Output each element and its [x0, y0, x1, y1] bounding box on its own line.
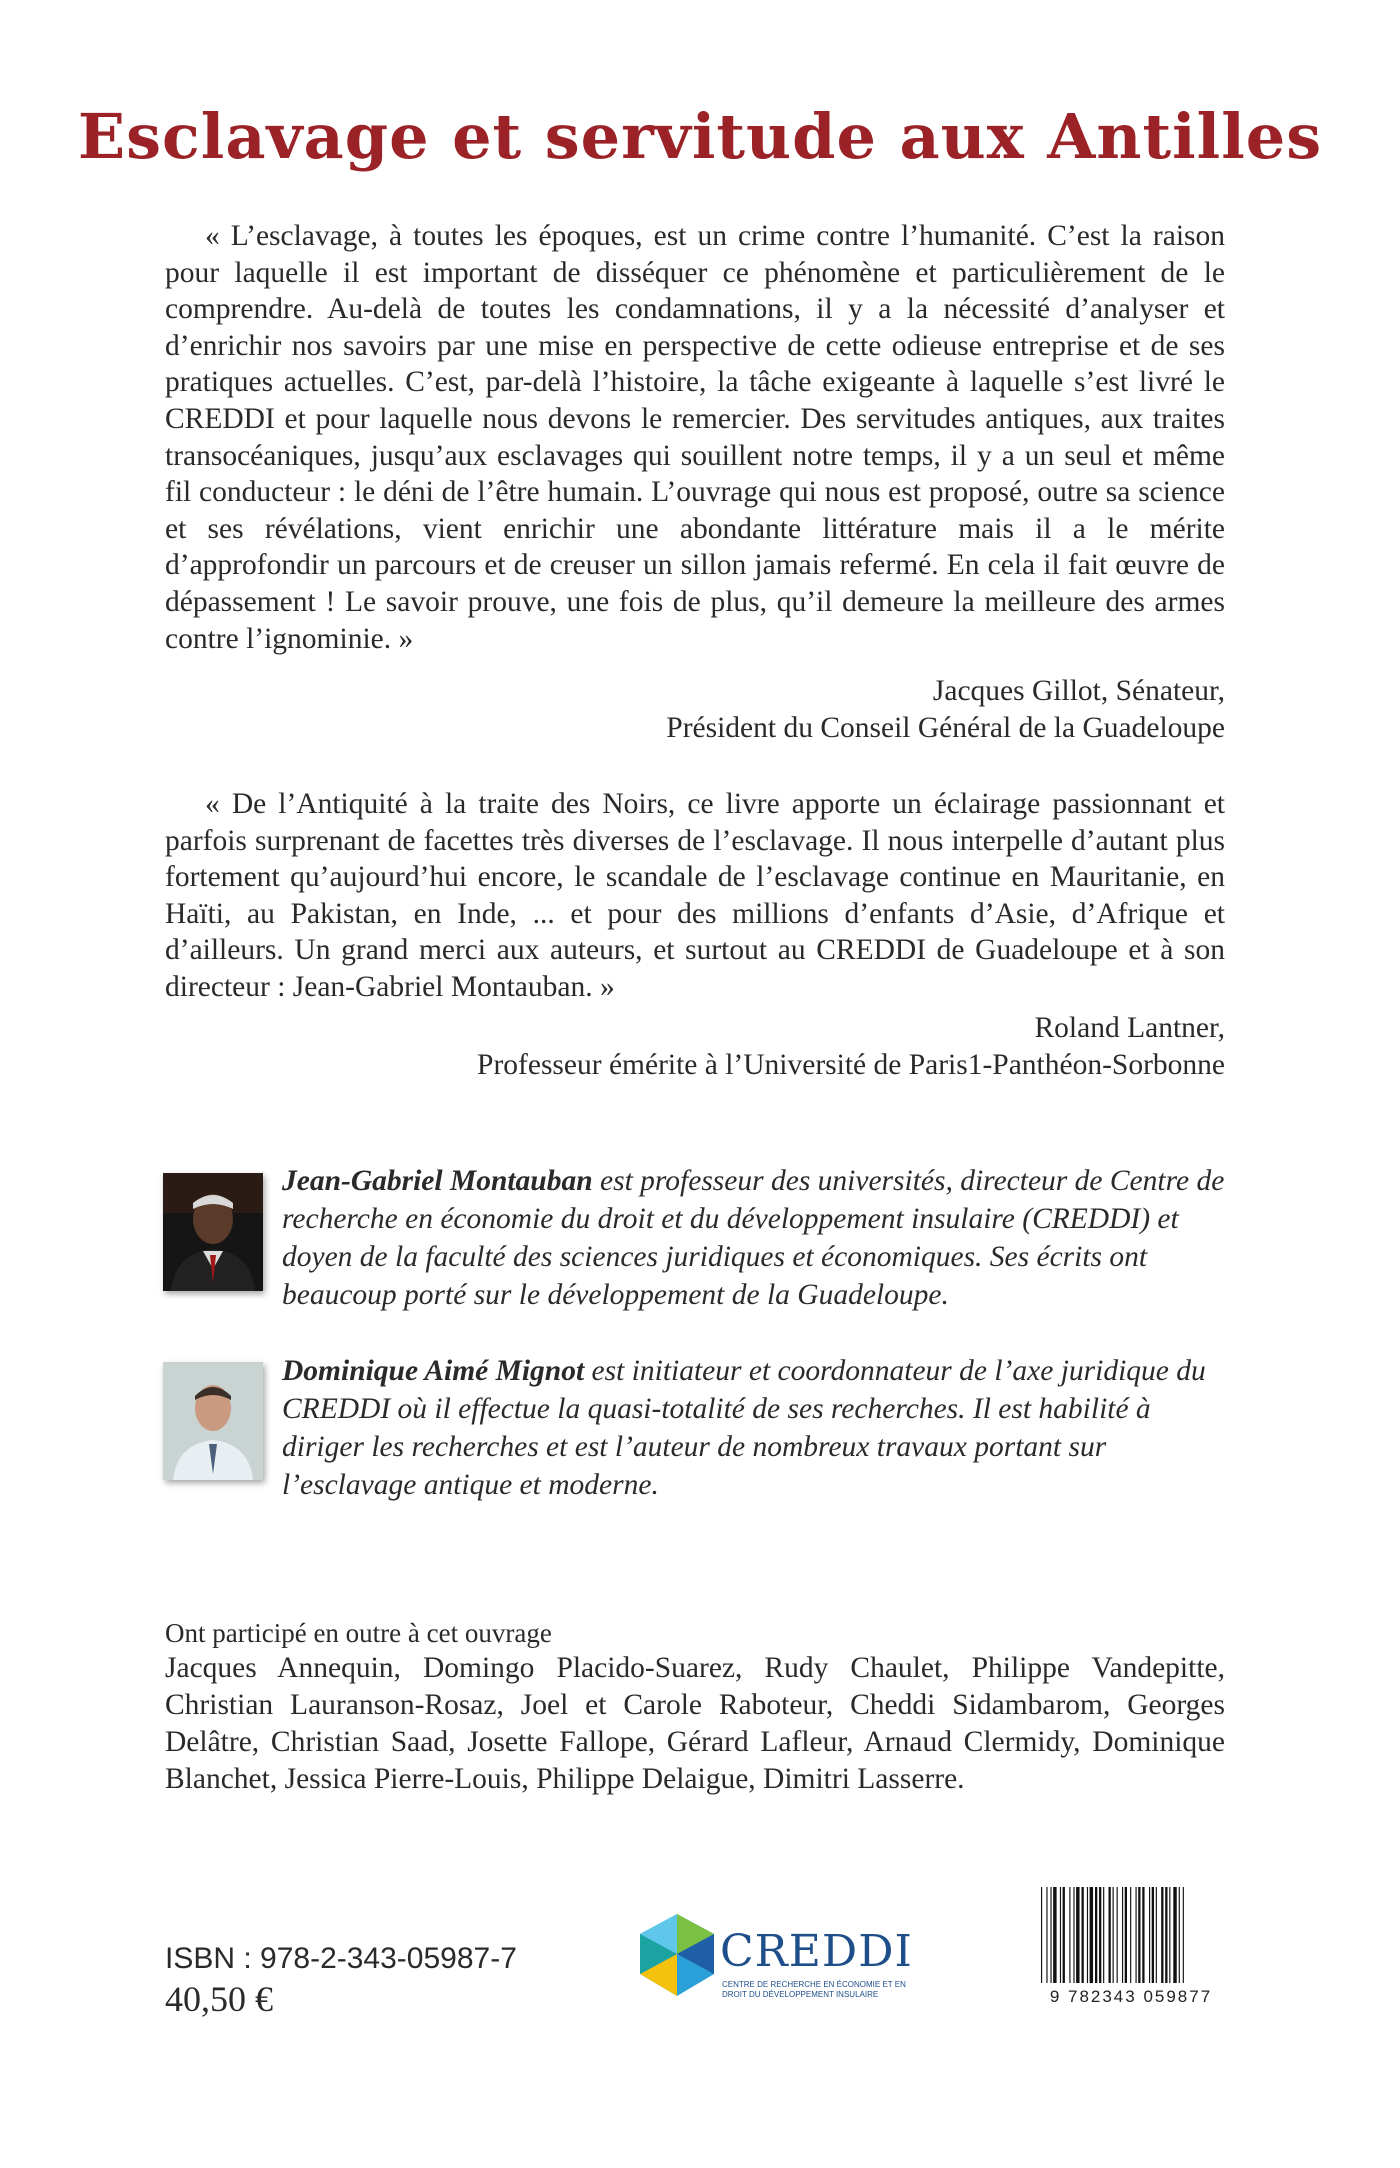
- isbn: ISBN : 978-2-343-05987-7: [165, 1942, 517, 1975]
- barcode-bars: [1039, 1887, 1223, 1987]
- barcode-stripe: [1103, 1887, 1104, 1983]
- creddi-logo: [636, 1908, 926, 2008]
- barcode-stripe: [1165, 1887, 1167, 1983]
- author-photo-montauban: [163, 1173, 263, 1291]
- author-name: Jean-Gabriel Montauban: [282, 1165, 593, 1197]
- barcode-stripe: [1130, 1887, 1131, 1983]
- barcode-stripe: [1087, 1887, 1088, 1983]
- quote-author-role: Président du Conseil Général de la Guadeloupe: [666, 712, 1225, 744]
- barcode-stripe: [1122, 1887, 1123, 1983]
- barcode-stripe: [1152, 1887, 1154, 1983]
- barcode-stripe: [1069, 1887, 1070, 1983]
- barcode-stripe: [1060, 1887, 1061, 1983]
- barcode-stripe: [1136, 1887, 1137, 1983]
- barcode-stripe: [1179, 1887, 1180, 1983]
- barcode-stripe: [1050, 1887, 1051, 1983]
- price: 40,50 €: [165, 1979, 273, 2019]
- barcode-stripe: [1173, 1887, 1176, 1983]
- author-bio-mignot: [282, 1352, 1227, 1504]
- barcode-stripe: [1109, 1887, 1111, 1983]
- quote-gillot: « L’esclavage, à toutes les époques, est un crime contre l’humanité. C’est la raison pour laquelle il est important de disséquer ce phénomène et particulièrement de le comprendre. Au-delà de toutes les condamnations, il y a la nécessité d’analyser et d’enrichir nos savoirs par une mise en perspective de cette odieuse entreprise et de ses pratiques actuelles. C’est, par-delà l’histoire, la tâche exigeante à laquelle s’est livré le CREDDI et pour laquelle nous devons le remercier. Des servitudes antiques, aux traites transocéaniques, jusqu’aux esclavages qui souillent notre temps, il y a un seul et même fil conducteur : le déni de l’être humain. L’ouvrage qui nous est proposé, outre sa science et ses révélations, vient enrichir une abondante littérature mais il a le mérite d’approfondir un parcours et de creuser un sillon jamais refermé. En cela il fait œuvre de dépassement ! Le savoir prouve, une fois de plus, qu’il demeure la meilleure des armes contre l’ignominie. »: [165, 220, 1225, 655]
- barcode-stripe: [1095, 1887, 1097, 1983]
- barcode-stripe: [1073, 1887, 1074, 1983]
- quote-gillot-signature: [666, 673, 1225, 747]
- barcode-stripe: [1041, 1887, 1042, 1983]
- quote-lantner-signature: [477, 1010, 1225, 1084]
- barcode-stripe: [1046, 1887, 1047, 1983]
- barcode-stripe: [1053, 1887, 1056, 1983]
- barcode-number: 9 782343 059877: [1049, 1987, 1213, 2006]
- barcode-stripe: [1183, 1887, 1184, 1983]
- author-bio-text: est professeur des universités, directeur de Centre de recherche en économie du droit et du développement insulaire (CREDDI) et doyen de la faculté des sciences juridiques et économiques. Ses écrits ont beaucoup porté sur le développement de la Guadeloupe.: [282, 1165, 1225, 1311]
- author-bio-montauban: [282, 1162, 1227, 1314]
- creddi-logo-name: CREDDI: [720, 1926, 913, 1977]
- barcode-stripe: [1149, 1887, 1150, 1983]
- barcode-stripe: [1117, 1887, 1118, 1983]
- barcode-stripe: [1113, 1887, 1114, 1983]
- contributors-heading: Ont participé en outre à cet ouvrage: [165, 1618, 552, 1648]
- barcode-stripe: [1161, 1887, 1163, 1983]
- quote-author: Roland Lantner,: [1034, 1012, 1225, 1044]
- barcode-stripe: [1142, 1887, 1144, 1983]
- barcode-stripe: [1090, 1887, 1093, 1983]
- quote-lantner: « De l’Antiquité à la traite des Noirs, ce livre apporte un éclairage passionnant et parfois surprenant de facettes très diverses de l’esclavage. Il nous interpelle d’autant plus fortement qu’aujourd’hui encore, le scandale de l’esclavage continue en Mauritanie, en Haïti, au Pakistan, en Inde, ... et pour des millions d’enfants d’Asie, d’Afrique et d’ailleurs. Un grand merci aux auteurs, et surtout au CREDDI de Guadeloupe et à son directeur : Jean-Gabriel Montauban. »: [165, 788, 1225, 1003]
- quote-author: Jacques Gillot, Sénateur,: [932, 675, 1225, 707]
- barcode-stripe: [1099, 1887, 1101, 1983]
- barcode-stripe: [1063, 1887, 1065, 1983]
- barcode-stripe: [1169, 1887, 1170, 1983]
- barcode-stripe: [1125, 1887, 1127, 1983]
- contributors-list: Jacques Annequin, Domingo Placido-Suarez, Rudy Chaulet, Philippe Vandepitte, Christian Lauranson-Rosaz, Joel et Carole Raboteur, Cheddi Sidambarom, Georges Delâtre, Christian Saad, Josette Fallope, Gérard Lafleur, Arnaud Clermidy, Dominique Blanchet, Jessica Pierre-Louis, Philippe Delaigue, Dimitri Lasserre.: [165, 1652, 1225, 1795]
- barcode-stripe: [1076, 1887, 1079, 1983]
- author-photo-mignot: [163, 1362, 263, 1480]
- book-title: Esclavage et servitude aux Antilles: [77, 100, 1323, 173]
- creddi-logo-subtitle: CENTRE DE RECHERCHE EN ÉCONOMIE ET EN DROIT DU DÉVELOPPEMENT INSULAIRE: [722, 1980, 906, 1999]
- barcode: [1037, 1887, 1225, 2009]
- barcode-stripe: [1082, 1887, 1084, 1983]
- author-bio-text: est initiateur et coordonnateur de l’axe juridique du CREDDI où il effectue la quasi-totalité de ses recherches. Il est habilité à diriger les recherches et est l’auteur de nombreux travaux portant sur l’esclavage antique et moderne.: [282, 1355, 1206, 1501]
- author-name: Dominique Aimé Mignot: [282, 1355, 585, 1387]
- barcode-stripe: [1156, 1887, 1157, 1983]
- quote-author-role: Professeur émérite à l’Université de Paris1-Panthéon-Sorbonne: [477, 1049, 1225, 1081]
- barcode-stripe: [1138, 1887, 1140, 1983]
- creddi-logo-icon: [636, 1912, 718, 1998]
